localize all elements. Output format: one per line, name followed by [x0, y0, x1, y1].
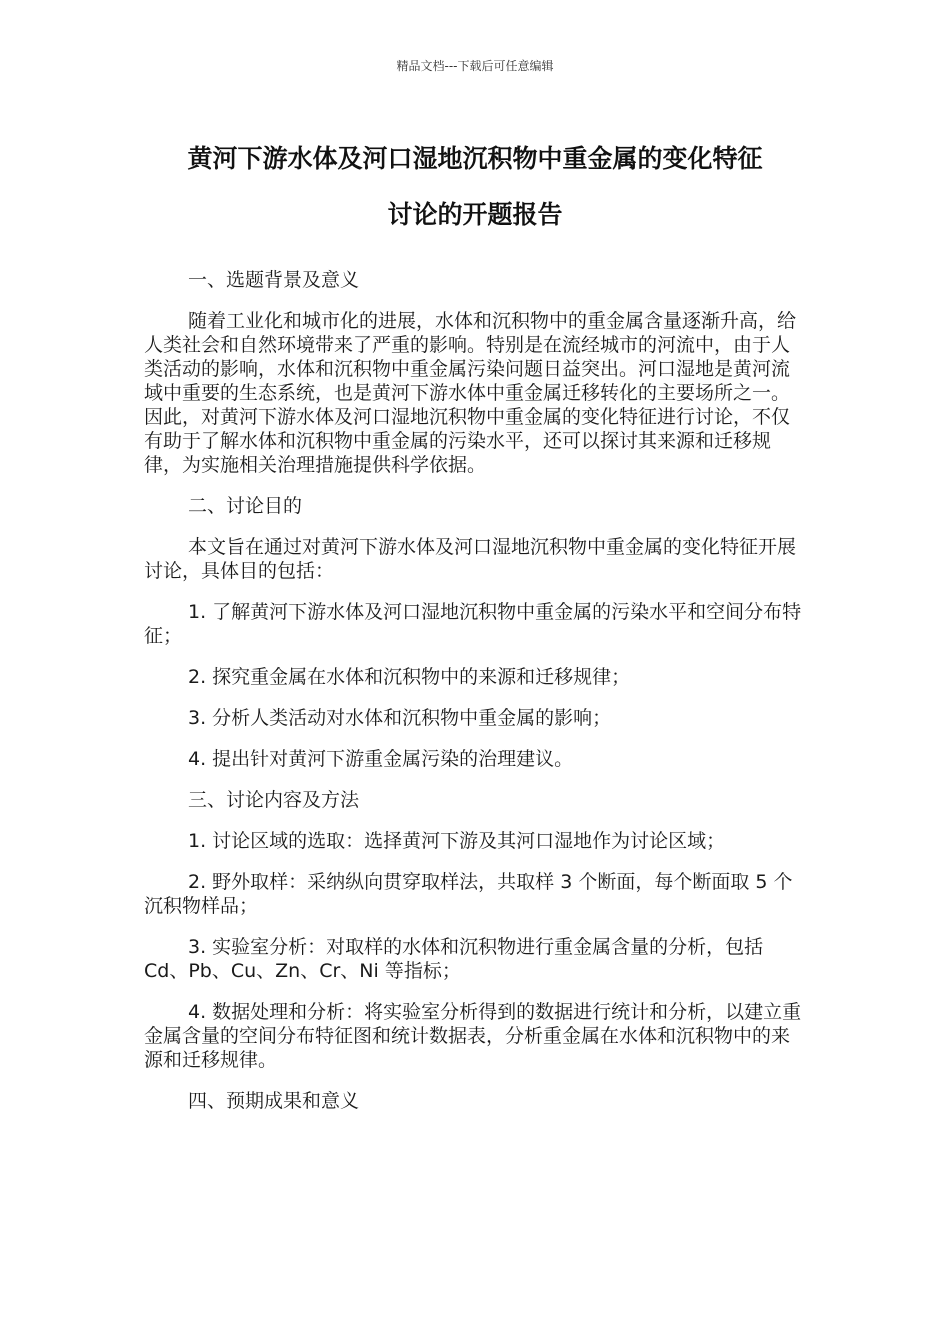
document-title-line-2: 讨论的开题报告 — [387, 200, 563, 229]
document-body — [144, 268, 804, 1130]
section-1-heading: 一、选题背景及意义 — [188, 269, 360, 291]
section-2-item: 4. 提出针对黄河下游重金属污染的治理建议。 — [188, 748, 574, 770]
section-3-item: 3. 实验室分析：对取样的水体和沉积物进行重金属含量的分析，包括 Cd、Pb、Cu、Zn、Cr、Ni 等指标； — [144, 936, 764, 982]
section-2-item: 2. 探究重金属在水体和沉积物中的来源和迁移规律； — [188, 666, 631, 688]
header-note: 精品文档---下载后可任意编辑 — [396, 59, 554, 73]
section-2-item: 3. 分析人类活动对水体和沉积物中重金属的影响； — [188, 707, 612, 729]
section-3-item: 2. 野外取样：采纳纵向贯穿取样法，共取样 3 个断面，每个断面取 5 个沉积物样品； — [144, 871, 793, 917]
section-2-item: 1. 了解黄河下游水体及河口湿地沉积物中重金属的污染水平和空间分布特征； — [144, 601, 802, 647]
section-4-heading: 四、预期成果和意义 — [188, 1090, 360, 1112]
section-1-paragraph: 随着工业化和城市化的进展，水体和沉积物中的重金属含量逐渐升高，给人类社会和自然环境带来了严重的影响。特别是在流经城市的河流中，由于人类活动的影响，水体和沉积物中重金属污染问题日益突出。河口湿地是黄河流域中重要的生态系统，也是黄河下游水体中重金属迁移转化的主要场所之一。因此，对黄河下游水体及河口湿地沉积物中重金属的变化特征进行讨论，不仅有助于了解水体和沉积物中重金属的污染水平，还可以探讨其来源和迁移规律，为实施相关治理措施提供科学依据。 — [144, 310, 797, 476]
section-2-heading: 二、讨论目的 — [188, 495, 303, 517]
section-2-intro: 本文旨在通过对黄河下游水体及河口湿地沉积物中重金属的变化特征开展讨论，具体目的包括： — [144, 536, 797, 582]
section-3-item: 1. 讨论区域的选取：选择黄河下游及其河口湿地作为讨论区域； — [188, 830, 726, 852]
document-title-line-1: 黄河下游水体及河口湿地沉积物中重金属的变化特征 — [187, 144, 763, 173]
section-3-heading: 三、讨论内容及方法 — [188, 789, 360, 811]
section-3-item: 4. 数据处理和分析：将实验室分析得到的数据进行统计和分析，以建立重金属含量的空间分布特征图和统计数据表，分析重金属在水体和沉积物中的来源和迁移规律。 — [144, 1001, 802, 1071]
